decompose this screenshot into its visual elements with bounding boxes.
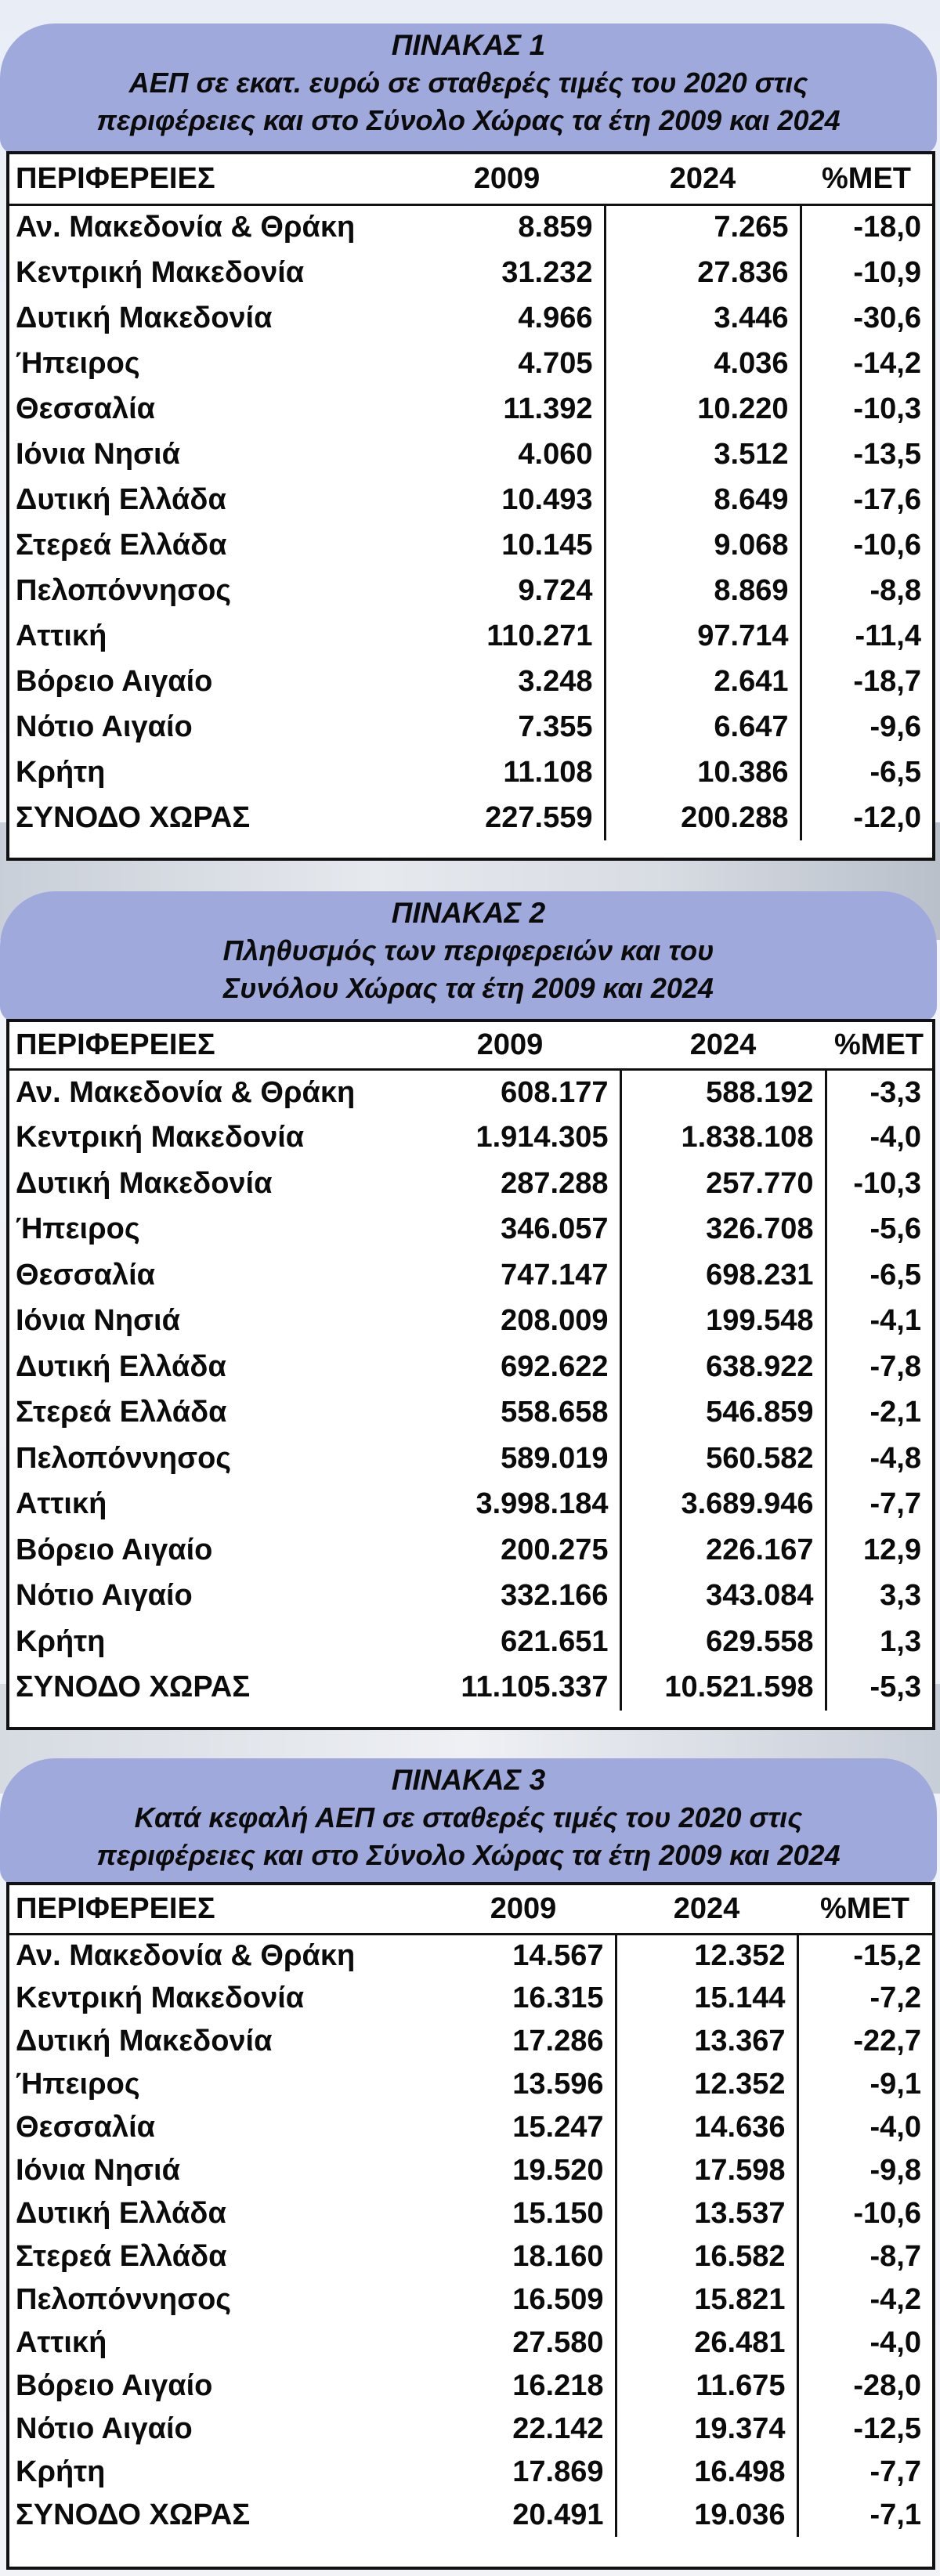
value-2009-cell: 10.493 — [409, 477, 605, 522]
value-2009-cell: 16.315 — [431, 1977, 616, 2020]
change-pct-cell: -17,6 — [853, 482, 921, 516]
table-row — [9, 1665, 932, 1711]
change-pct-cell: -11,4 — [855, 619, 921, 652]
region-cell: Στερεά Ελλάδα — [16, 528, 227, 562]
region-cell: Αττική — [16, 619, 107, 652]
table-3 — [6, 1882, 935, 2570]
change-pct-cell: -4,8 — [870, 1441, 921, 1475]
table-row — [9, 432, 932, 477]
table-row — [9, 750, 932, 795]
region-cell: Κεντρική Μακεδονία — [16, 255, 305, 289]
region-cell: Νότιο Αιγαίο — [16, 710, 193, 743]
value-2024-cell: 16.498 — [616, 2451, 797, 2494]
value-2009-cell: 3.998.184 — [400, 1482, 620, 1528]
value-2009-cell: 11.108 — [409, 750, 605, 795]
value-2009-cell: 20.491 — [431, 2494, 616, 2537]
table-row — [9, 2451, 932, 2494]
value-2024-cell: 27.836 — [605, 250, 801, 295]
value-2024-cell: 1.838.108 — [620, 1115, 826, 1162]
region-cell: Νότιο Αιγαίο — [16, 1579, 193, 1613]
table-1 — [6, 151, 935, 861]
change-pct-cell: -4,0 — [870, 2111, 921, 2144]
column-header-regions: ΠΕΡΙΦΕΡΕΙΕΣ — [9, 1022, 400, 1069]
region-cell: Αν. Μακεδονία & Θράκη — [16, 211, 356, 244]
table-2 — [6, 1019, 935, 1730]
region-cell: Βόρειο Αιγαίο — [16, 664, 213, 698]
value-2009-cell: 14.567 — [431, 1934, 616, 1977]
table-row — [9, 250, 932, 295]
value-2009-cell: 18.160 — [431, 2235, 616, 2278]
region-cell: Πελοπόννησος — [16, 1441, 232, 1475]
value-2024-cell: 14.636 — [616, 2106, 797, 2149]
change-pct-cell: -9,8 — [870, 2154, 921, 2187]
value-2024-cell: 3.512 — [605, 432, 801, 477]
table-row — [9, 2365, 932, 2408]
change-pct-cell: -14,2 — [853, 346, 921, 380]
region-cell: Δυτική Ελλάδα — [16, 2197, 226, 2230]
value-2009-cell: 7.355 — [409, 704, 605, 750]
table-row — [9, 2321, 932, 2365]
change-pct-cell: -6,5 — [870, 1258, 921, 1292]
table-row — [9, 1207, 932, 1253]
value-2024-cell: 15.821 — [616, 2278, 797, 2321]
change-pct-cell: -15,2 — [853, 1938, 921, 1972]
value-2024-cell: 13.537 — [616, 2192, 797, 2235]
value-2024-cell: 3.446 — [605, 295, 801, 341]
change-pct-cell: -7,8 — [870, 1349, 921, 1383]
value-2009-cell: 4.060 — [409, 432, 605, 477]
value-2024-cell: 9.068 — [605, 522, 801, 568]
value-2009-cell: 31.232 — [409, 250, 605, 295]
table-1-title: ΠΙΝΑΚΑΣ 1 — [391, 29, 546, 61]
table-row — [9, 2063, 932, 2106]
value-2009-cell: 692.622 — [400, 1344, 620, 1390]
region-cell: Θεσσαλία — [16, 392, 155, 425]
region-cell: ΣΥΝΟΔΟ ΧΩΡΑΣ — [16, 1671, 251, 1704]
region-cell: Θεσσαλία — [16, 1258, 155, 1292]
table-row — [9, 522, 932, 568]
change-pct-cell: -7,2 — [870, 1982, 921, 2014]
change-pct-cell: -6,5 — [870, 755, 921, 789]
table-3-title: ΠΙΝΑΚΑΣ 3 — [391, 1764, 546, 1796]
value-2024-cell: 629.558 — [620, 1619, 826, 1665]
value-2009-cell: 11.392 — [409, 386, 605, 432]
change-pct-cell: -10,9 — [853, 255, 921, 289]
region-cell: Δυτική Μακεδονία — [16, 301, 273, 334]
value-2009-cell: 15.247 — [431, 2106, 616, 2149]
value-2009-cell: 11.105.337 — [400, 1665, 620, 1711]
table-2-grid — [9, 1022, 932, 1711]
table-row — [9, 295, 932, 341]
table-row — [9, 659, 932, 704]
table-3-subtitle-line1: Κατά κεφαλή ΑΕΠ σε σταθερές τιμές του 2020 στις — [134, 1801, 803, 1834]
table-row — [9, 613, 932, 659]
value-2009-cell: 4.705 — [409, 341, 605, 386]
value-2009-cell: 15.150 — [431, 2192, 616, 2235]
table-row — [9, 2020, 932, 2063]
table-row — [9, 2106, 932, 2149]
table-row — [9, 1390, 932, 1436]
table-3-header — [0, 1758, 937, 1885]
value-2024-cell: 10.220 — [605, 386, 801, 432]
value-2024-cell: 638.922 — [620, 1344, 826, 1390]
value-2009-cell: 227.559 — [409, 795, 605, 840]
table-row — [9, 1161, 932, 1207]
value-2024-cell: 200.288 — [605, 795, 801, 840]
value-2024-cell: 257.770 — [620, 1161, 826, 1207]
value-2009-cell: 589.019 — [400, 1436, 620, 1482]
table-1-header — [0, 23, 937, 154]
change-pct-cell: -2,1 — [870, 1396, 921, 1429]
change-pct-cell: 3,3 — [880, 1579, 921, 1613]
region-cell: Κεντρική Μακεδονία — [16, 1121, 305, 1154]
change-pct-cell: -4,2 — [870, 2283, 921, 2316]
table-row — [9, 2278, 932, 2321]
column-header-regions: ΠΕΡΙΦΕΡΕΙΕΣ — [9, 1885, 431, 1934]
region-cell: Αν. Μακεδονία & Θράκη — [16, 1075, 356, 1109]
value-2024-cell: 17.598 — [616, 2149, 797, 2192]
table-1-grid — [9, 154, 932, 840]
column-header-regions: ΠΕΡΙΦΕΡΕΙΕΣ — [9, 154, 409, 204]
value-2024-cell: 8.649 — [605, 477, 801, 522]
table-row — [9, 2408, 932, 2451]
change-pct-cell: -18,0 — [853, 211, 921, 244]
value-2009-cell: 8.859 — [409, 204, 605, 250]
column-header-change: %ΜΕΤ — [801, 154, 932, 204]
change-pct-cell: -4,1 — [870, 1304, 921, 1338]
column-header-2024: 2024 — [616, 1885, 797, 1934]
table-row — [9, 1934, 932, 1977]
change-pct-cell: -10,3 — [853, 1166, 921, 1200]
value-2009-cell: 558.658 — [400, 1390, 620, 1436]
table-row — [9, 1252, 932, 1299]
value-2024-cell: 10.386 — [605, 750, 801, 795]
change-pct-cell: -7,7 — [870, 1487, 921, 1521]
region-cell: Πελοπόννησος — [16, 573, 232, 607]
change-pct-cell: -10,3 — [853, 392, 921, 425]
value-2024-cell: 560.582 — [620, 1436, 826, 1482]
table-row — [9, 795, 932, 840]
value-2024-cell: 546.859 — [620, 1390, 826, 1436]
region-cell: Βόρειο Αιγαίο — [16, 2369, 213, 2402]
region-cell: Δυτική Ελλάδα — [16, 482, 226, 516]
region-cell: Ήπειρος — [16, 346, 140, 380]
table-row — [9, 1482, 932, 1528]
table-row — [9, 704, 932, 750]
column-header-change: %ΜΕΤ — [797, 1885, 932, 1934]
change-pct-cell: -5,3 — [870, 1671, 921, 1704]
change-pct-cell: -3,3 — [870, 1075, 921, 1109]
region-cell: Αν. Μακεδονία & Θράκη — [16, 1938, 356, 1972]
value-2024-cell: 2.641 — [605, 659, 801, 704]
change-pct-cell: -5,6 — [870, 1212, 921, 1246]
value-2024-cell: 97.714 — [605, 613, 801, 659]
region-cell: Νότιο Αιγαίο — [16, 2412, 193, 2445]
region-cell: Δυτική Μακεδονία — [16, 2025, 273, 2058]
region-cell: Κρήτη — [16, 2455, 106, 2488]
value-2024-cell: 3.689.946 — [620, 1482, 826, 1528]
value-2009-cell: 13.596 — [431, 2063, 616, 2106]
table-1-subtitle-line1: ΑΕΠ σε εκατ. ευρώ σε σταθερές τιμές του 2020 στις — [128, 67, 808, 99]
value-2009-cell: 17.869 — [431, 2451, 616, 2494]
value-2009-cell: 10.145 — [409, 522, 605, 568]
value-2024-cell: 343.084 — [620, 1573, 826, 1620]
change-pct-cell: -8,8 — [870, 573, 921, 607]
column-header-change: %ΜΕΤ — [826, 1022, 932, 1069]
value-2009-cell: 27.580 — [431, 2321, 616, 2365]
region-cell: Κρήτη — [16, 755, 106, 789]
change-pct-cell: -8,7 — [870, 2240, 921, 2273]
value-2024-cell: 19.374 — [616, 2408, 797, 2451]
region-cell: Κρήτη — [16, 1624, 106, 1658]
change-pct-cell: -28,0 — [853, 2369, 921, 2402]
value-2024-cell: 4.036 — [605, 341, 801, 386]
table-1-subtitle-line2: περιφέρειες και στο Σύνολο Χώρας τα έτη 2009 και 2024 — [96, 104, 841, 136]
value-2024-cell: 12.352 — [616, 1934, 797, 1977]
table-row — [9, 477, 932, 522]
change-pct-cell: -12,0 — [853, 800, 921, 834]
region-cell: ΣΥΝΟΔΟ ΧΩΡΑΣ — [16, 800, 251, 834]
table-row — [9, 1573, 932, 1620]
table-row — [9, 1069, 932, 1115]
region-cell: Βόρειο Αιγαίο — [16, 1533, 213, 1566]
region-cell: Στερεά Ελλάδα — [16, 1396, 227, 1429]
table-row — [9, 1436, 932, 1482]
change-pct-cell: -18,7 — [853, 664, 921, 698]
region-cell: Αττική — [16, 1487, 107, 1521]
table-row — [9, 386, 932, 432]
table-row — [9, 2149, 932, 2192]
value-2024-cell: 26.481 — [616, 2321, 797, 2365]
table-row — [9, 1527, 932, 1573]
value-2024-cell: 16.582 — [616, 2235, 797, 2278]
value-2009-cell: 19.520 — [431, 2149, 616, 2192]
value-2024-cell: 6.647 — [605, 704, 801, 750]
table-row — [9, 1619, 932, 1665]
region-cell: Κεντρική Μακεδονία — [16, 1982, 305, 2014]
column-header-2009: 2009 — [431, 1885, 616, 1934]
region-cell: Αττική — [16, 2326, 107, 2359]
value-2009-cell: 200.275 — [400, 1527, 620, 1573]
change-pct-cell: -9,6 — [870, 710, 921, 743]
value-2024-cell: 13.367 — [616, 2020, 797, 2063]
table-2-subtitle-line2: Συνόλου Χώρας τα έτη 2009 και 2024 — [223, 972, 714, 1004]
value-2009-cell: 208.009 — [400, 1299, 620, 1345]
change-pct-cell: -12,5 — [853, 2412, 921, 2445]
region-cell: Ήπειρος — [16, 2068, 140, 2101]
region-cell: Ιόνια Νησιά — [16, 2154, 180, 2187]
table-row — [9, 2192, 932, 2235]
change-pct-cell: -9,1 — [870, 2068, 921, 2101]
table-row — [9, 1344, 932, 1390]
value-2024-cell: 588.192 — [620, 1069, 826, 1115]
value-2024-cell: 19.036 — [616, 2494, 797, 2537]
region-cell: Ιόνια Νησιά — [16, 437, 180, 471]
table-row — [9, 204, 932, 250]
value-2024-cell: 326.708 — [620, 1207, 826, 1253]
value-2024-cell: 12.352 — [616, 2063, 797, 2106]
value-2009-cell: 17.286 — [431, 2020, 616, 2063]
table-row — [9, 1977, 932, 2020]
change-pct-cell: 1,3 — [880, 1624, 921, 1658]
value-2009-cell: 287.288 — [400, 1161, 620, 1207]
table-2-subtitle-line1: Πληθυσμός των περιφερειών και του — [222, 934, 714, 966]
value-2024-cell: 7.265 — [605, 204, 801, 250]
change-pct-cell: -7,7 — [870, 2455, 921, 2488]
change-pct-cell: -7,1 — [870, 2498, 921, 2531]
value-2009-cell: 608.177 — [400, 1069, 620, 1115]
change-pct-cell: -30,6 — [853, 301, 921, 334]
value-2024-cell: 698.231 — [620, 1252, 826, 1299]
change-pct-cell: -4,0 — [870, 1121, 921, 1154]
region-cell: Πελοπόννησος — [16, 2283, 232, 2316]
change-pct-cell: -22,7 — [853, 2025, 921, 2058]
value-2009-cell: 4.966 — [409, 295, 605, 341]
region-cell: Ήπειρος — [16, 1212, 140, 1246]
table-2-title: ΠΙΝΑΚΑΣ 2 — [391, 897, 546, 929]
value-2024-cell: 226.167 — [620, 1527, 826, 1573]
value-2024-cell: 8.869 — [605, 568, 801, 613]
value-2024-cell: 10.521.598 — [620, 1665, 826, 1711]
value-2024-cell: 11.675 — [616, 2365, 797, 2408]
value-2009-cell: 621.651 — [400, 1619, 620, 1665]
value-2024-cell: 15.144 — [616, 1977, 797, 2020]
change-pct-cell: -13,5 — [853, 437, 921, 471]
table-2-header — [0, 891, 937, 1022]
table-row — [9, 341, 932, 386]
column-header-2024: 2024 — [605, 154, 801, 204]
table-row — [9, 568, 932, 613]
value-2009-cell: 16.218 — [431, 2365, 616, 2408]
value-2009-cell: 3.248 — [409, 659, 605, 704]
table-row — [9, 2494, 932, 2537]
column-header-2009: 2009 — [409, 154, 605, 204]
value-2009-cell: 9.724 — [409, 568, 605, 613]
table-3-subtitle-line2: περιφέρειες και στο Σύνολο Χώρας τα έτη 2009 και 2024 — [96, 1839, 841, 1871]
change-pct-cell: -10,6 — [853, 528, 921, 562]
region-cell: Στερεά Ελλάδα — [16, 2240, 227, 2273]
region-cell: ΣΥΝΟΔΟ ΧΩΡΑΣ — [16, 2498, 251, 2531]
change-pct-cell: -4,0 — [870, 2326, 921, 2359]
table-row — [9, 1115, 932, 1162]
value-2009-cell: 747.147 — [400, 1252, 620, 1299]
region-cell: Δυτική Μακεδονία — [16, 1166, 273, 1200]
region-cell: Ιόνια Νησιά — [16, 1304, 180, 1338]
change-pct-cell: 12,9 — [863, 1533, 921, 1566]
value-2009-cell: 22.142 — [431, 2408, 616, 2451]
table-row — [9, 1299, 932, 1345]
change-pct-cell: -10,6 — [853, 2197, 921, 2230]
value-2009-cell: 110.271 — [409, 613, 605, 659]
value-2024-cell: 199.548 — [620, 1299, 826, 1345]
value-2009-cell: 346.057 — [400, 1207, 620, 1253]
column-header-2024: 2024 — [620, 1022, 826, 1069]
value-2009-cell: 16.509 — [431, 2278, 616, 2321]
value-2009-cell: 1.914.305 — [400, 1115, 620, 1162]
region-cell: Δυτική Ελλάδα — [16, 1349, 226, 1383]
table-row — [9, 2235, 932, 2278]
table-3-grid — [9, 1885, 932, 2537]
region-cell: Θεσσαλία — [16, 2111, 155, 2144]
value-2009-cell: 332.166 — [400, 1573, 620, 1620]
column-header-2009: 2009 — [400, 1022, 620, 1069]
